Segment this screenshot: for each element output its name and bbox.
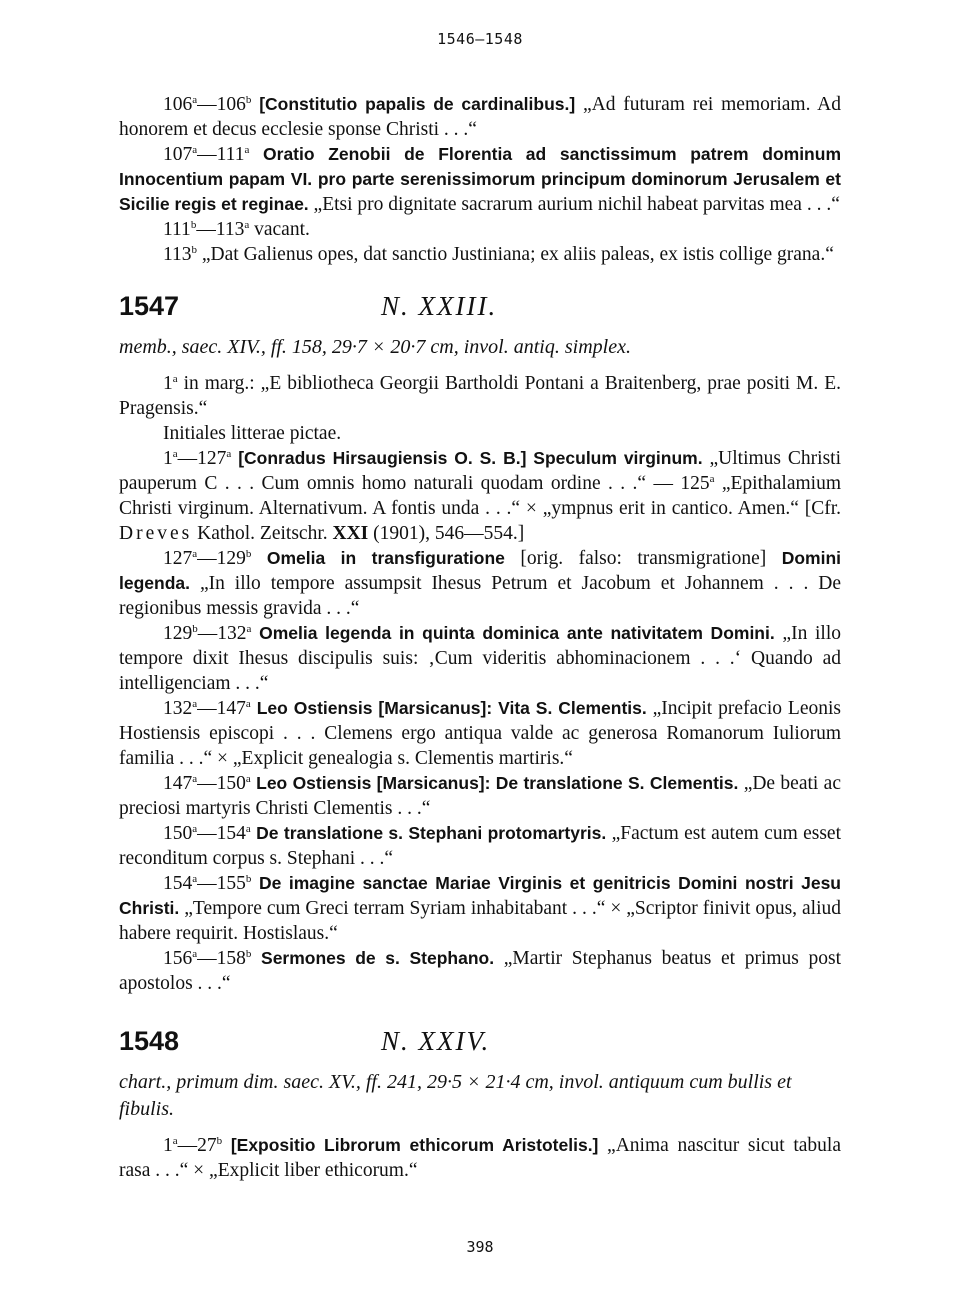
work-title: De translatione s. Stephani protomartyris. — [256, 823, 607, 843]
incipit: „Ad futuram rei memoriam. Ad honorem et decus ecclesie sponse Christi . . .“ — [119, 94, 842, 140]
work-title: Omelia legenda in quinta dominica ante nativitatem Domini. — [259, 623, 775, 643]
running-head: 1546—1548 — [437, 30, 523, 48]
folio-ref: 1 — [163, 373, 173, 394]
work-title: [Conradus Hirsaugiensis O. S. B.] Speculum virginum. — [238, 448, 703, 468]
incipit: „In illo tempore dixit Ihesus discipulis suis: ‚Cum videritis abhominacionem . . .‘ Quando ad intelligenciam . . .“ — [119, 623, 842, 694]
folio-ref: 127 — [163, 548, 193, 569]
folio-side: a — [172, 1135, 178, 1147]
entry-paragraph — [119, 871, 841, 946]
folio-side: b — [192, 623, 198, 635]
incipit: „Anima nascitur sicut tabula rasa . . .“ × „Explicit liber ethicorum.“ — [119, 1135, 842, 1181]
entry-paragraph — [119, 371, 841, 421]
manuscript-number: 1548 — [119, 1026, 180, 1056]
incipit: „In illo tempore assumpsit Ihesus Petrum et Jacobum et Johannem . . . De regionibus messis gravida . . .“ — [119, 573, 841, 619]
work-title: Oratio Zenobii de Florentia ad sanctissimum patrem dominum Innocentium papam VI. pro parte serenissimorum principum dominorum Jerusalem et Sicilie regis et reginae. — [119, 144, 841, 214]
entry-paragraph — [119, 946, 841, 996]
citation: Kathol. Zeitschr. — [192, 523, 333, 544]
folio-side: a — [192, 548, 198, 560]
entry-paragraph — [119, 696, 841, 771]
work-title: De imagine sanctae Mariae Virginis et genitricis Domini nostri Jesu Christi. — [119, 873, 841, 918]
entry-paragraph — [119, 242, 841, 267]
folio-side: a — [172, 373, 178, 385]
incipit: „Epithalamium Christi virginum. Alternativum. A fontis unda . . .“ × „ympnus erit in cantico. Amen.“ [Cfr. — [119, 473, 841, 519]
manuscript-shelfmark: N. XXIV. — [381, 1026, 491, 1056]
citation: (1901), 546—554.] — [368, 523, 525, 544]
entry-text: in marg.: „E bibliotheca Georgii Bartholdi Pontani a Braitenberg, prae positi M. E. Pragensis.“ — [119, 373, 841, 419]
volume-number: XXI — [332, 523, 369, 544]
folio-ref: —113 — [196, 219, 245, 240]
folio-side: b — [190, 219, 197, 231]
folio-ref: 111 — [163, 219, 191, 240]
folio-ref: 147 — [163, 773, 193, 794]
folio-ref: 1 — [163, 1135, 173, 1156]
folio-ref: 1 — [163, 448, 173, 469]
manuscript-shelfmark: N. XXIII. — [381, 291, 498, 321]
folio-side: a — [192, 823, 198, 835]
folio-side: b — [245, 948, 252, 960]
folio-ref: 106 — [163, 94, 193, 115]
folio-ref: 156 — [163, 948, 193, 969]
folio-ref: —111 — [197, 144, 245, 165]
physical-description: chart., primum dim. saec. XV., ff. 241, 29·5 × 21·4 cm, invol. antiquum cum bullis et fibulis. — [119, 1071, 792, 1120]
entry-text: [orig. falso: transmigratione] — [504, 548, 782, 569]
folio-ref: —158 — [197, 948, 246, 969]
folio-ref: —106 — [197, 94, 246, 115]
folio-side: a — [192, 873, 198, 885]
incipit: „Etsi pro dignitate sacrarum aurium nichil habeat parvitas mea . . .“ — [308, 194, 840, 215]
folio-side: a — [244, 144, 250, 156]
incipit: „Factum est autem cum esset reconditum corpus s. Stephani . . .“ — [119, 823, 842, 869]
page — [119, 30, 841, 1183]
work-title: [Expositio Librorum ethicorum Aristotelis.] — [230, 1135, 599, 1155]
entry-paragraph — [119, 446, 841, 546]
folio-ref: 113 — [163, 244, 192, 265]
manuscript-number: 1547 — [119, 291, 180, 321]
work-title: Leo Ostiensis [Marsicanus]: De translatione S. Clementis. — [256, 773, 739, 793]
folio-ref: —154 — [197, 823, 246, 844]
folio-ref: 129 — [163, 623, 193, 644]
folio-side: a — [244, 219, 250, 231]
work-title: Omelia in transfiguratione — [266, 548, 505, 568]
folio-side: a — [192, 698, 198, 710]
entry-paragraph: Initiales litterae pictae. — [163, 423, 342, 444]
manuscript-heading — [119, 291, 841, 322]
folio-ref: —155 — [197, 873, 246, 894]
folio-ref: —150 — [197, 773, 246, 794]
folio-ref: —129 — [197, 548, 246, 569]
manuscript-heading — [119, 1026, 841, 1057]
incipit: „Martir Stephanus beatus et primus post apostolos . . .“ — [119, 948, 842, 994]
entry-text: „Dat Galienus opes, dat sanctio Justiniana; ex aliis paleas, ex istis collige grana.“ — [197, 244, 834, 265]
folio-side: a — [172, 448, 178, 460]
author-name: Dreves — [119, 523, 193, 544]
physical-description: memb., saec. XIV., ff. 158, 29·7 × 20·7 cm, invol. antiq. simplex. — [119, 336, 631, 358]
incipit: „Ultimus Christi pauperum C . . . Cum omnis homo naturali quodam ordine . . .“ — 125 — [119, 448, 842, 494]
entry-paragraph — [119, 92, 841, 142]
folio-side: a — [192, 948, 198, 960]
work-title: Domini legenda. — [119, 548, 841, 593]
folio-side: a — [245, 698, 251, 710]
folio-side: a — [709, 473, 715, 485]
folio-side: a — [246, 623, 252, 635]
folio-side: a — [192, 144, 198, 156]
work-title: Leo Ostiensis [Marsicanus]: Vita S. Clementis. — [256, 698, 647, 718]
folio-ref: —127 — [177, 448, 227, 469]
folio-side: a — [192, 773, 198, 785]
folio-side: a — [245, 823, 251, 835]
entry-paragraph — [119, 217, 841, 242]
folio-side: b — [245, 548, 252, 560]
folio-ref: —132 — [197, 623, 247, 644]
entry-paragraph — [119, 546, 841, 621]
folio-side: b — [245, 873, 252, 885]
folio-side: a — [226, 448, 232, 460]
folio-side: b — [245, 94, 252, 106]
work-title: [Constitutio papalis de cardinalibus.] — [259, 94, 576, 114]
folio-ref: 154 — [163, 873, 193, 894]
folio-ref: —147 — [197, 698, 246, 719]
page-number: 398 — [466, 1238, 494, 1256]
folio-side: a — [245, 773, 251, 785]
incipit: „Incipit prefacio Leonis Hostiensis episcopi . . . Clemens ergo antiqua valde ac generosa Romanorum Iuliorum familia . . .“ × „Explicit genealogia s. Clementis martiris.“ — [119, 698, 841, 769]
folio-side: b — [191, 244, 198, 256]
entry-paragraph — [119, 821, 841, 871]
folio-side: a — [192, 94, 198, 106]
entry-paragraph — [119, 621, 841, 696]
entry-paragraph — [119, 1133, 841, 1183]
folio-side: b — [216, 1135, 223, 1147]
folio-ref: —27 — [177, 1135, 217, 1156]
entry-paragraph — [119, 771, 841, 821]
entry-text: vacant. — [249, 219, 310, 240]
folio-ref: 132 — [163, 698, 193, 719]
entry-paragraph — [119, 142, 841, 217]
folio-ref: 107 — [163, 144, 193, 165]
incipit: „Tempore cum Greci terram Syriam inhabitabant . . .“ × „Scriptor finivit opus, aliud habere requirit. Hostislaus.“ — [119, 898, 841, 944]
work-title: Sermones de s. Stephano. — [261, 948, 495, 968]
incipit: „De beati ac preciosi martyris Christi Clementis . . .“ — [119, 773, 841, 819]
folio-ref: 150 — [163, 823, 193, 844]
